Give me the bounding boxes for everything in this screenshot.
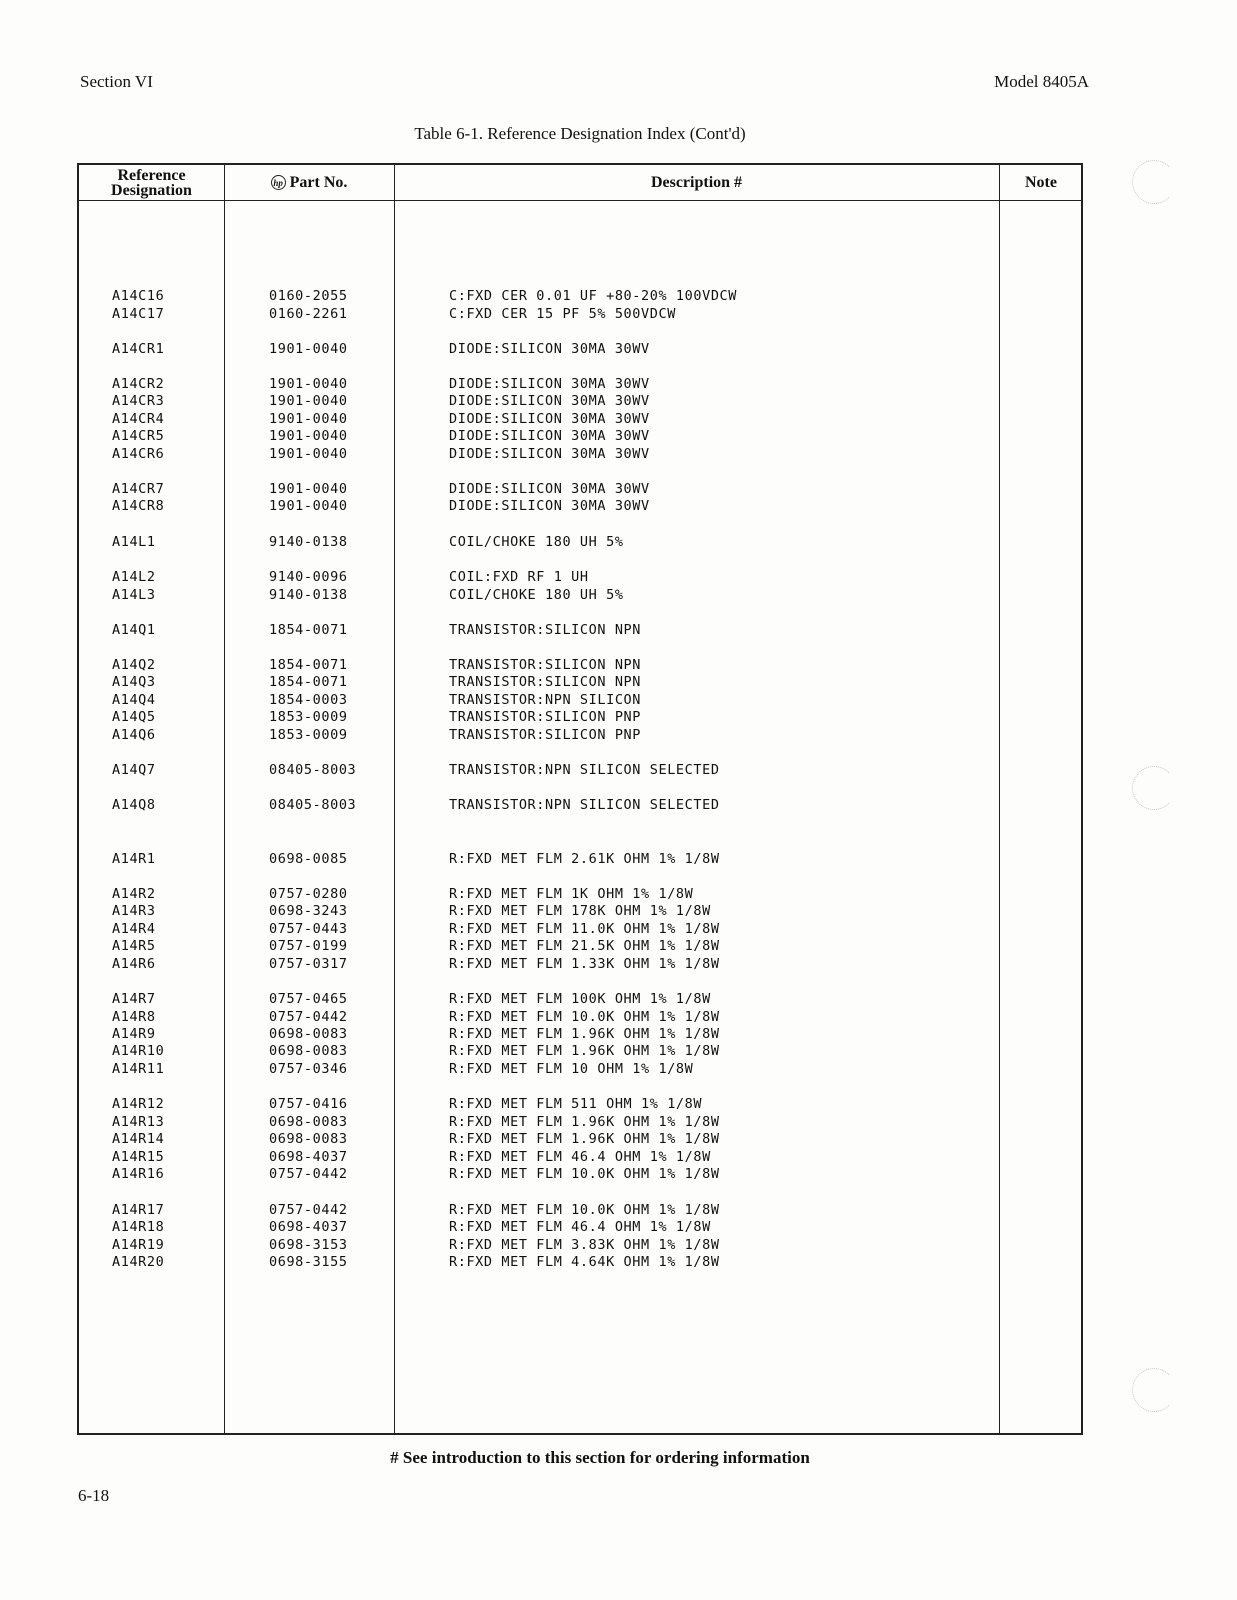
description-cell: TRANSISTOR:SILICON NPN — [449, 657, 642, 673]
description-cell: COIL/CHOKE 180 UH 5% — [449, 587, 624, 603]
ref-cell: A14Q3 — [112, 674, 156, 690]
part-number-cell: 0698-3155 — [269, 1254, 348, 1270]
ref-cell: A14R13 — [112, 1114, 165, 1130]
ref-cell: A14R4 — [112, 921, 156, 937]
description-cell: R:FXD MET FLM 1.96K OHM 1% 1/8W — [449, 1026, 720, 1042]
part-number-cell: 1901-0040 — [269, 446, 348, 462]
model-header: Model 8405A — [994, 72, 1089, 91]
part-number-cell: 0698-3153 — [269, 1237, 348, 1253]
column-header-reference-line1: Reference — [117, 166, 186, 184]
punch-hole-icon — [1132, 160, 1176, 204]
part-number-cell: 0160-2055 — [269, 288, 348, 304]
description-cell: C:FXD CER 15 PF 5% 500VDCW — [449, 306, 676, 322]
part-number-cell: 1854-0071 — [269, 622, 348, 638]
description-cell: R:FXD MET FLM 11.0K OHM 1% 1/8W — [449, 921, 720, 937]
description-cell: TRANSISTOR:NPN SILICON SELECTED — [449, 797, 720, 813]
part-number-cell: 1901-0040 — [269, 481, 348, 497]
ref-cell: A14CR6 — [112, 446, 165, 462]
description-cell: DIODE:SILICON 30MA 30WV — [449, 411, 650, 427]
ref-cell: A14CR3 — [112, 393, 165, 409]
part-number-cell: 1854-0003 — [269, 692, 348, 708]
table-row — [79, 287, 1081, 305]
part-number-cell: 0698-0083 — [269, 1131, 348, 1147]
description-cell: TRANSISTOR:SILICON NPN — [449, 622, 642, 638]
description-cell: TRANSISTOR:SILICON NPN — [449, 674, 642, 690]
column-header-part-label: Part No. — [289, 174, 348, 191]
ref-cell: A14CR1 — [112, 341, 165, 357]
table-row — [79, 673, 1081, 691]
part-number-cell: 0698-4037 — [269, 1149, 348, 1165]
ref-cell: A14R2 — [112, 886, 156, 902]
table-row — [79, 1095, 1081, 1113]
description-cell: R:FXD MET FLM 46.4 OHM 1% 1/8W — [449, 1219, 711, 1235]
description-cell: TRANSISTOR:NPN SILICON — [449, 692, 642, 708]
ref-cell: A14R5 — [112, 938, 156, 954]
table-row — [79, 375, 1081, 393]
description-cell: DIODE:SILICON 30MA 30WV — [449, 446, 650, 462]
description-cell: DIODE:SILICON 30MA 30WV — [449, 498, 650, 514]
table-row — [79, 656, 1081, 674]
description-cell: TRANSISTOR:SILICON PNP — [449, 709, 642, 725]
table-row — [79, 445, 1081, 463]
ref-cell: A14C17 — [112, 306, 165, 322]
table-row — [79, 480, 1081, 498]
table-row — [79, 885, 1081, 903]
part-number-cell: 08405-8003 — [269, 797, 357, 813]
ref-cell: A14R14 — [112, 1131, 165, 1147]
table-row — [79, 621, 1081, 639]
ref-cell: A14R3 — [112, 903, 156, 919]
part-number-cell: 0757-0346 — [269, 1061, 348, 1077]
table-row — [79, 1008, 1081, 1026]
part-number-cell: 0698-0083 — [269, 1114, 348, 1130]
description-cell: R:FXD MET FLM 10.0K OHM 1% 1/8W — [449, 1202, 720, 1218]
table-caption: Table 6-1. Reference Designation Index (Cont'd) — [414, 124, 746, 143]
ref-cell: A14L2 — [112, 569, 156, 585]
description-cell: R:FXD MET FLM 4.64K OHM 1% 1/8W — [449, 1254, 720, 1270]
table-row — [79, 726, 1081, 744]
description-cell: TRANSISTOR:NPN SILICON SELECTED — [449, 762, 720, 778]
description-cell: DIODE:SILICON 30MA 30WV — [449, 341, 650, 357]
table-row — [79, 761, 1081, 779]
part-number-cell: 0757-0317 — [269, 956, 348, 972]
table-row — [79, 1236, 1081, 1254]
table-row — [79, 1148, 1081, 1166]
table-row — [79, 305, 1081, 323]
description-cell: COIL/CHOKE 180 UH 5% — [449, 534, 624, 550]
table-row — [79, 340, 1081, 358]
ref-cell: A14CR7 — [112, 481, 165, 497]
ref-cell: A14R19 — [112, 1237, 165, 1253]
ref-cell: A14R8 — [112, 1009, 156, 1025]
ref-cell: A14C16 — [112, 288, 165, 304]
table-row — [79, 1253, 1081, 1271]
column-header-reference-line2: Designation — [111, 181, 192, 199]
ref-cell: A14L3 — [112, 587, 156, 603]
page-number: 6-18 — [78, 1486, 110, 1505]
table-row — [79, 533, 1081, 551]
part-number-cell: 0757-0442 — [269, 1009, 348, 1025]
ref-cell: A14R18 — [112, 1219, 165, 1235]
part-number-cell: 1901-0040 — [269, 341, 348, 357]
column-header-note: Note — [1025, 174, 1057, 191]
description-cell: R:FXD MET FLM 1.96K OHM 1% 1/8W — [449, 1043, 720, 1059]
table-row — [79, 392, 1081, 410]
section-header: Section VI — [80, 72, 153, 91]
ref-cell: A14CR4 — [112, 411, 165, 427]
description-cell: R:FXD MET FLM 10.0K OHM 1% 1/8W — [449, 1009, 720, 1025]
table-row — [79, 1042, 1081, 1060]
ref-cell: A14Q2 — [112, 657, 156, 673]
part-number-cell: 0757-0416 — [269, 1096, 348, 1112]
part-number-cell: 0160-2261 — [269, 306, 348, 322]
table-row — [79, 1060, 1081, 1078]
description-cell: TRANSISTOR:SILICON PNP — [449, 727, 642, 743]
table-row — [79, 586, 1081, 604]
part-number-cell: 1853-0009 — [269, 727, 348, 743]
description-cell: R:FXD MET FLM 1.33K OHM 1% 1/8W — [449, 956, 720, 972]
description-cell: R:FXD MET FLM 1K OHM 1% 1/8W — [449, 886, 694, 902]
ref-cell: A14R17 — [112, 1202, 165, 1218]
part-number-cell: 1901-0040 — [269, 393, 348, 409]
table-row — [79, 850, 1081, 868]
column-header-description: Description # — [650, 174, 743, 191]
part-number-cell: 0757-0443 — [269, 921, 348, 937]
table-row — [79, 691, 1081, 709]
description-cell: DIODE:SILICON 30MA 30WV — [449, 376, 650, 392]
ref-cell: A14Q8 — [112, 797, 156, 813]
table-row — [79, 902, 1081, 920]
table-row — [79, 1165, 1081, 1183]
ref-cell: A14R10 — [112, 1043, 165, 1059]
description-cell: R:FXD MET FLM 511 OHM 1% 1/8W — [449, 1096, 703, 1112]
part-number-cell: 0698-0085 — [269, 851, 348, 867]
ref-cell: A14Q1 — [112, 622, 156, 638]
table-row — [79, 990, 1081, 1008]
part-number-cell: 0698-4037 — [269, 1219, 348, 1235]
table-row — [79, 427, 1081, 445]
description-cell: R:FXD MET FLM 2.61K OHM 1% 1/8W — [449, 851, 720, 867]
part-number-cell: 9140-0096 — [269, 569, 348, 585]
description-cell: R:FXD MET FLM 178K OHM 1% 1/8W — [449, 903, 711, 919]
part-number-cell: 0698-3243 — [269, 903, 348, 919]
table-row — [79, 1130, 1081, 1148]
description-cell: DIODE:SILICON 30MA 30WV — [449, 428, 650, 444]
description-cell: R:FXD MET FLM 100K OHM 1% 1/8W — [449, 991, 711, 1007]
ref-cell: A14CR5 — [112, 428, 165, 444]
ref-cell: A14R15 — [112, 1149, 165, 1165]
description-cell: R:FXD MET FLM 10.0K OHM 1% 1/8W — [449, 1166, 720, 1182]
hp-logo-icon: hp — [271, 175, 286, 190]
part-number-cell: 1901-0040 — [269, 376, 348, 392]
part-number-cell: 0757-0280 — [269, 886, 348, 902]
part-number-cell: 1901-0040 — [269, 428, 348, 444]
part-number-cell: 08405-8003 — [269, 762, 357, 778]
table-row — [79, 708, 1081, 726]
ref-cell: A14CR2 — [112, 376, 165, 392]
part-number-cell: 0698-0083 — [269, 1043, 348, 1059]
ref-cell: A14Q4 — [112, 692, 156, 708]
table-row — [79, 1218, 1081, 1236]
table-row — [79, 1025, 1081, 1043]
ref-cell: A14R16 — [112, 1166, 165, 1182]
ref-cell: A14CR8 — [112, 498, 165, 514]
part-number-cell: 0757-0442 — [269, 1166, 348, 1182]
table-row — [79, 497, 1081, 515]
part-number-cell: 1901-0040 — [269, 411, 348, 427]
ref-cell: A14R9 — [112, 1026, 156, 1042]
ref-cell: A14R12 — [112, 1096, 165, 1112]
punch-hole-icon — [1132, 766, 1176, 810]
part-number-cell: 9140-0138 — [269, 587, 348, 603]
table-row — [79, 920, 1081, 938]
table-row — [79, 955, 1081, 973]
part-number-cell: 0698-0083 — [269, 1026, 348, 1042]
table-row — [79, 1201, 1081, 1219]
description-cell: R:FXD MET FLM 1.96K OHM 1% 1/8W — [449, 1114, 720, 1130]
description-cell: R:FXD MET FLM 3.83K OHM 1% 1/8W — [449, 1237, 720, 1253]
description-cell: COIL:FXD RF 1 UH — [449, 569, 589, 585]
part-number-cell: 0757-0199 — [269, 938, 348, 954]
description-cell: R:FXD MET FLM 1.96K OHM 1% 1/8W — [449, 1131, 720, 1147]
part-number-cell: 1853-0009 — [269, 709, 348, 725]
part-number-cell: 0757-0465 — [269, 991, 348, 1007]
description-cell: R:FXD MET FLM 46.4 OHM 1% 1/8W — [449, 1149, 711, 1165]
table-row — [79, 937, 1081, 955]
ref-cell: A14R7 — [112, 991, 156, 1007]
table-row — [79, 1113, 1081, 1131]
part-number-cell: 0757-0442 — [269, 1202, 348, 1218]
ref-cell: A14Q6 — [112, 727, 156, 743]
footnote: # See introduction to this section for ordering information — [390, 1448, 810, 1467]
ref-cell: A14R6 — [112, 956, 156, 972]
ref-cell: A14R11 — [112, 1061, 165, 1077]
table-row — [79, 796, 1081, 814]
table-body — [79, 165, 1081, 1433]
table-row — [79, 410, 1081, 428]
description-cell: R:FXD MET FLM 10 OHM 1% 1/8W — [449, 1061, 694, 1077]
part-number-cell: 1854-0071 — [269, 657, 348, 673]
description-cell: C:FXD CER 0.01 UF +80-20% 100VDCW — [449, 288, 738, 304]
ref-cell: A14L1 — [112, 534, 156, 550]
ref-cell: A14Q5 — [112, 709, 156, 725]
part-number-cell: 1854-0071 — [269, 674, 348, 690]
description-cell: DIODE:SILICON 30MA 30WV — [449, 393, 650, 409]
part-number-cell: 9140-0138 — [269, 534, 348, 550]
ref-cell: A14R1 — [112, 851, 156, 867]
ref-cell: A14Q7 — [112, 762, 156, 778]
punch-hole-icon — [1132, 1368, 1176, 1412]
description-cell: DIODE:SILICON 30MA 30WV — [449, 481, 650, 497]
description-cell: R:FXD MET FLM 21.5K OHM 1% 1/8W — [449, 938, 720, 954]
part-number-cell: 1901-0040 — [269, 498, 348, 514]
ref-cell: A14R20 — [112, 1254, 165, 1270]
reference-designation-table — [77, 163, 1083, 1435]
table-row — [79, 568, 1081, 586]
